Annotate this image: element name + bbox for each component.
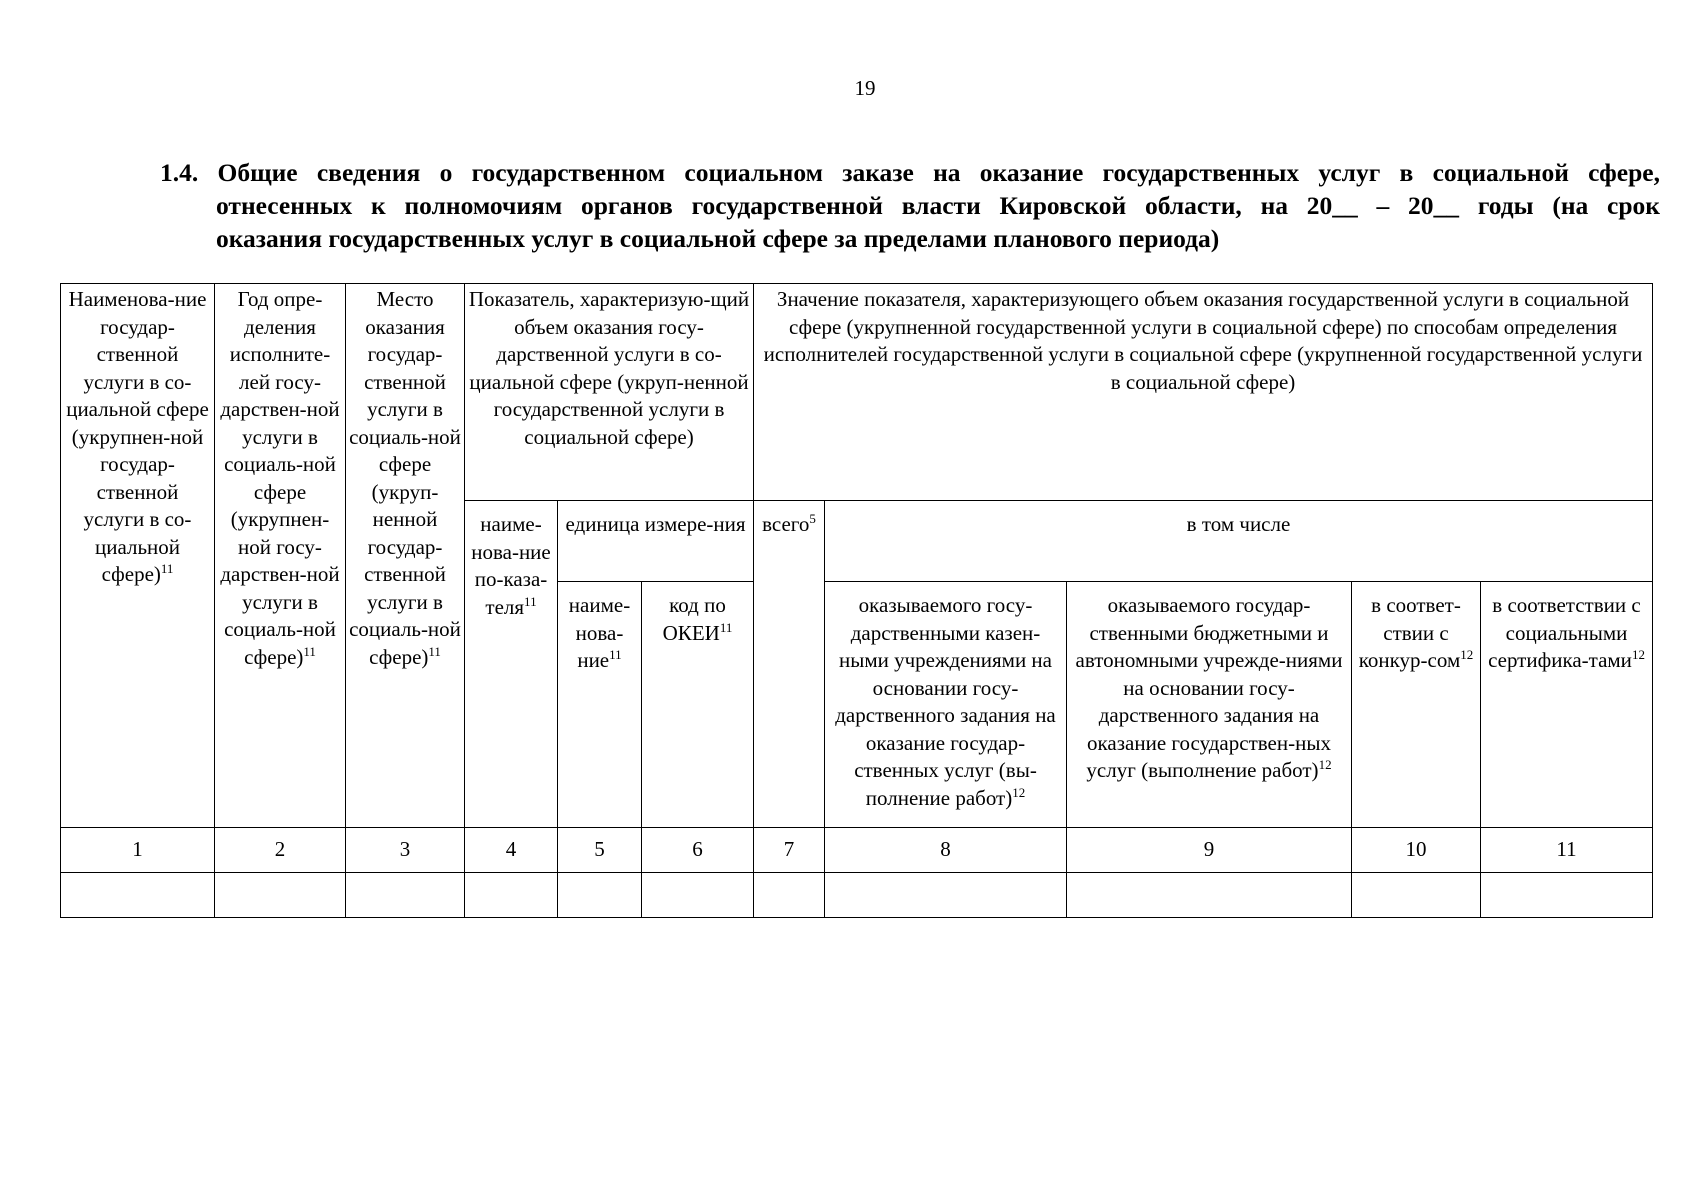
header-total-footnote: 5: [809, 511, 816, 526]
empty-cell: [825, 873, 1067, 918]
empty-cell: [465, 873, 558, 918]
header-indicator-group: Показатель, характеризую-щий объем оказания госу-дарственной услуги в со-циальной сфере (укруп-ненной государственной услуги в социальной сфере): [465, 284, 754, 501]
empty-cell: [558, 873, 642, 918]
empty-cell: [1067, 873, 1352, 918]
header-state-institutions-text: оказываемого госу-дарственными казен-ными учреждениями на основании госу-дарственного задания на оказание государ-ственных услуг (вы-полнение работ): [835, 593, 1056, 810]
column-number: 11: [1481, 828, 1653, 873]
column-number: 7: [754, 828, 825, 873]
empty-cell: [754, 873, 825, 918]
header-including: в том числе: [825, 501, 1653, 582]
empty-cell: [61, 873, 215, 918]
header-place-footnote: 11: [428, 643, 441, 659]
header-total: [754, 501, 825, 828]
header-indicator-name-text: наиме-нова-ние по-каза-теля: [471, 512, 551, 619]
header-competition-text: в соответ-ствии с конкур-сом: [1358, 593, 1461, 672]
header-indicator-name: [465, 501, 558, 828]
header-year-text: Год опре-деления исполните-лей госу-дарствен-ной услуги в социаль-ной сфере (укрупнен-ной госу-дарствен-ной услуги в социаль-ной сфере): [220, 287, 340, 669]
header-service-name: [61, 284, 215, 828]
empty-cell: [1352, 873, 1481, 918]
header-unit-name-footnote: 11: [609, 647, 622, 662]
header-certificates-footnote: 12: [1631, 647, 1645, 662]
section-heading: [160, 156, 1660, 255]
column-number: 6: [642, 828, 754, 873]
header-competition-footnote: 12: [1460, 647, 1474, 662]
header-service-name-text: Наименова-ние государ-ственной услуги в со-циальной сфере (укрупнен-ной государ-ственной услуги в со-циальной сфере): [66, 287, 209, 586]
column-number: 10: [1352, 828, 1481, 873]
column-number: 3: [346, 828, 465, 873]
column-number: 2: [215, 828, 346, 873]
column-number: 8: [825, 828, 1067, 873]
header-certificates-text: в соответствии с социальными сертифика-тами: [1488, 593, 1641, 672]
heading-line-3: оказания государственных услуг в социальной сфере за пределами планового периода): [216, 224, 1220, 253]
header-row-1: [61, 284, 1653, 501]
header-total-text: всего: [762, 512, 810, 536]
header-service-name-footnote: 11: [160, 561, 174, 576]
header-okei-code: [642, 582, 754, 828]
column-number-row: [61, 828, 1653, 873]
header-state-institutions: [825, 582, 1067, 828]
header-unit-name-text: наиме-нова-ние: [568, 593, 631, 672]
header-okei-code-text: код по ОКЕИ: [662, 593, 726, 645]
header-competition: [1352, 582, 1481, 828]
header-budget-institutions-text: оказываемого государ-ственными бюджетными и автономными учрежде-ниями на основании госу-дарственного задания на оказание государствен-ных услуг (выполнение работ): [1075, 593, 1343, 782]
empty-cell: [215, 873, 346, 918]
column-number: 4: [465, 828, 558, 873]
heading-line-2: отнесенных к полномочиям органов государственной власти Кировской области, на 20__ – 20__ годы (на срок: [216, 191, 1660, 220]
column-number: 1: [61, 828, 215, 873]
header-unit-name: [558, 582, 642, 828]
empty-data-row: [61, 873, 1653, 918]
empty-cell: [346, 873, 465, 918]
header-unit-group: единица измере-ния: [558, 501, 754, 582]
header-state-institutions-footnote: 12: [1012, 784, 1026, 800]
header-budget-institutions: [1067, 582, 1352, 828]
header-year-footnote: 11: [303, 643, 316, 659]
header-value-group: Значение показателя, характеризующего объем оказания государственной услуги в социальной сфере (укрупненной государственной услуги в социальной сфере) по способам определения исполнителей государственной услуги в социальной сфере (укрупненной государственной услуги в социальной сфере): [754, 284, 1653, 501]
header-year: [215, 284, 346, 828]
social-order-table: [60, 283, 1653, 918]
header-budget-institutions-footnote: 12: [1318, 757, 1332, 772]
header-certificates: [1481, 582, 1653, 828]
empty-cell: [642, 873, 754, 918]
heading-line-1: 1.4. Общие сведения о государственном социальном заказе на оказание государственных услуг в социальной сфере,: [160, 158, 1660, 187]
header-place-text: Место оказания государ-ственной услуги в социаль-ной сфере (укруп-ненной государ-ственной услуги в социаль-ной сфере): [349, 287, 461, 669]
column-number: 5: [558, 828, 642, 873]
header-indicator-name-footnote: 11: [524, 593, 537, 609]
header-okei-code-footnote: 11: [719, 619, 733, 635]
header-place: [346, 284, 465, 828]
column-number: 9: [1067, 828, 1352, 873]
page-number: 19: [854, 76, 876, 100]
empty-cell: [1481, 873, 1653, 918]
